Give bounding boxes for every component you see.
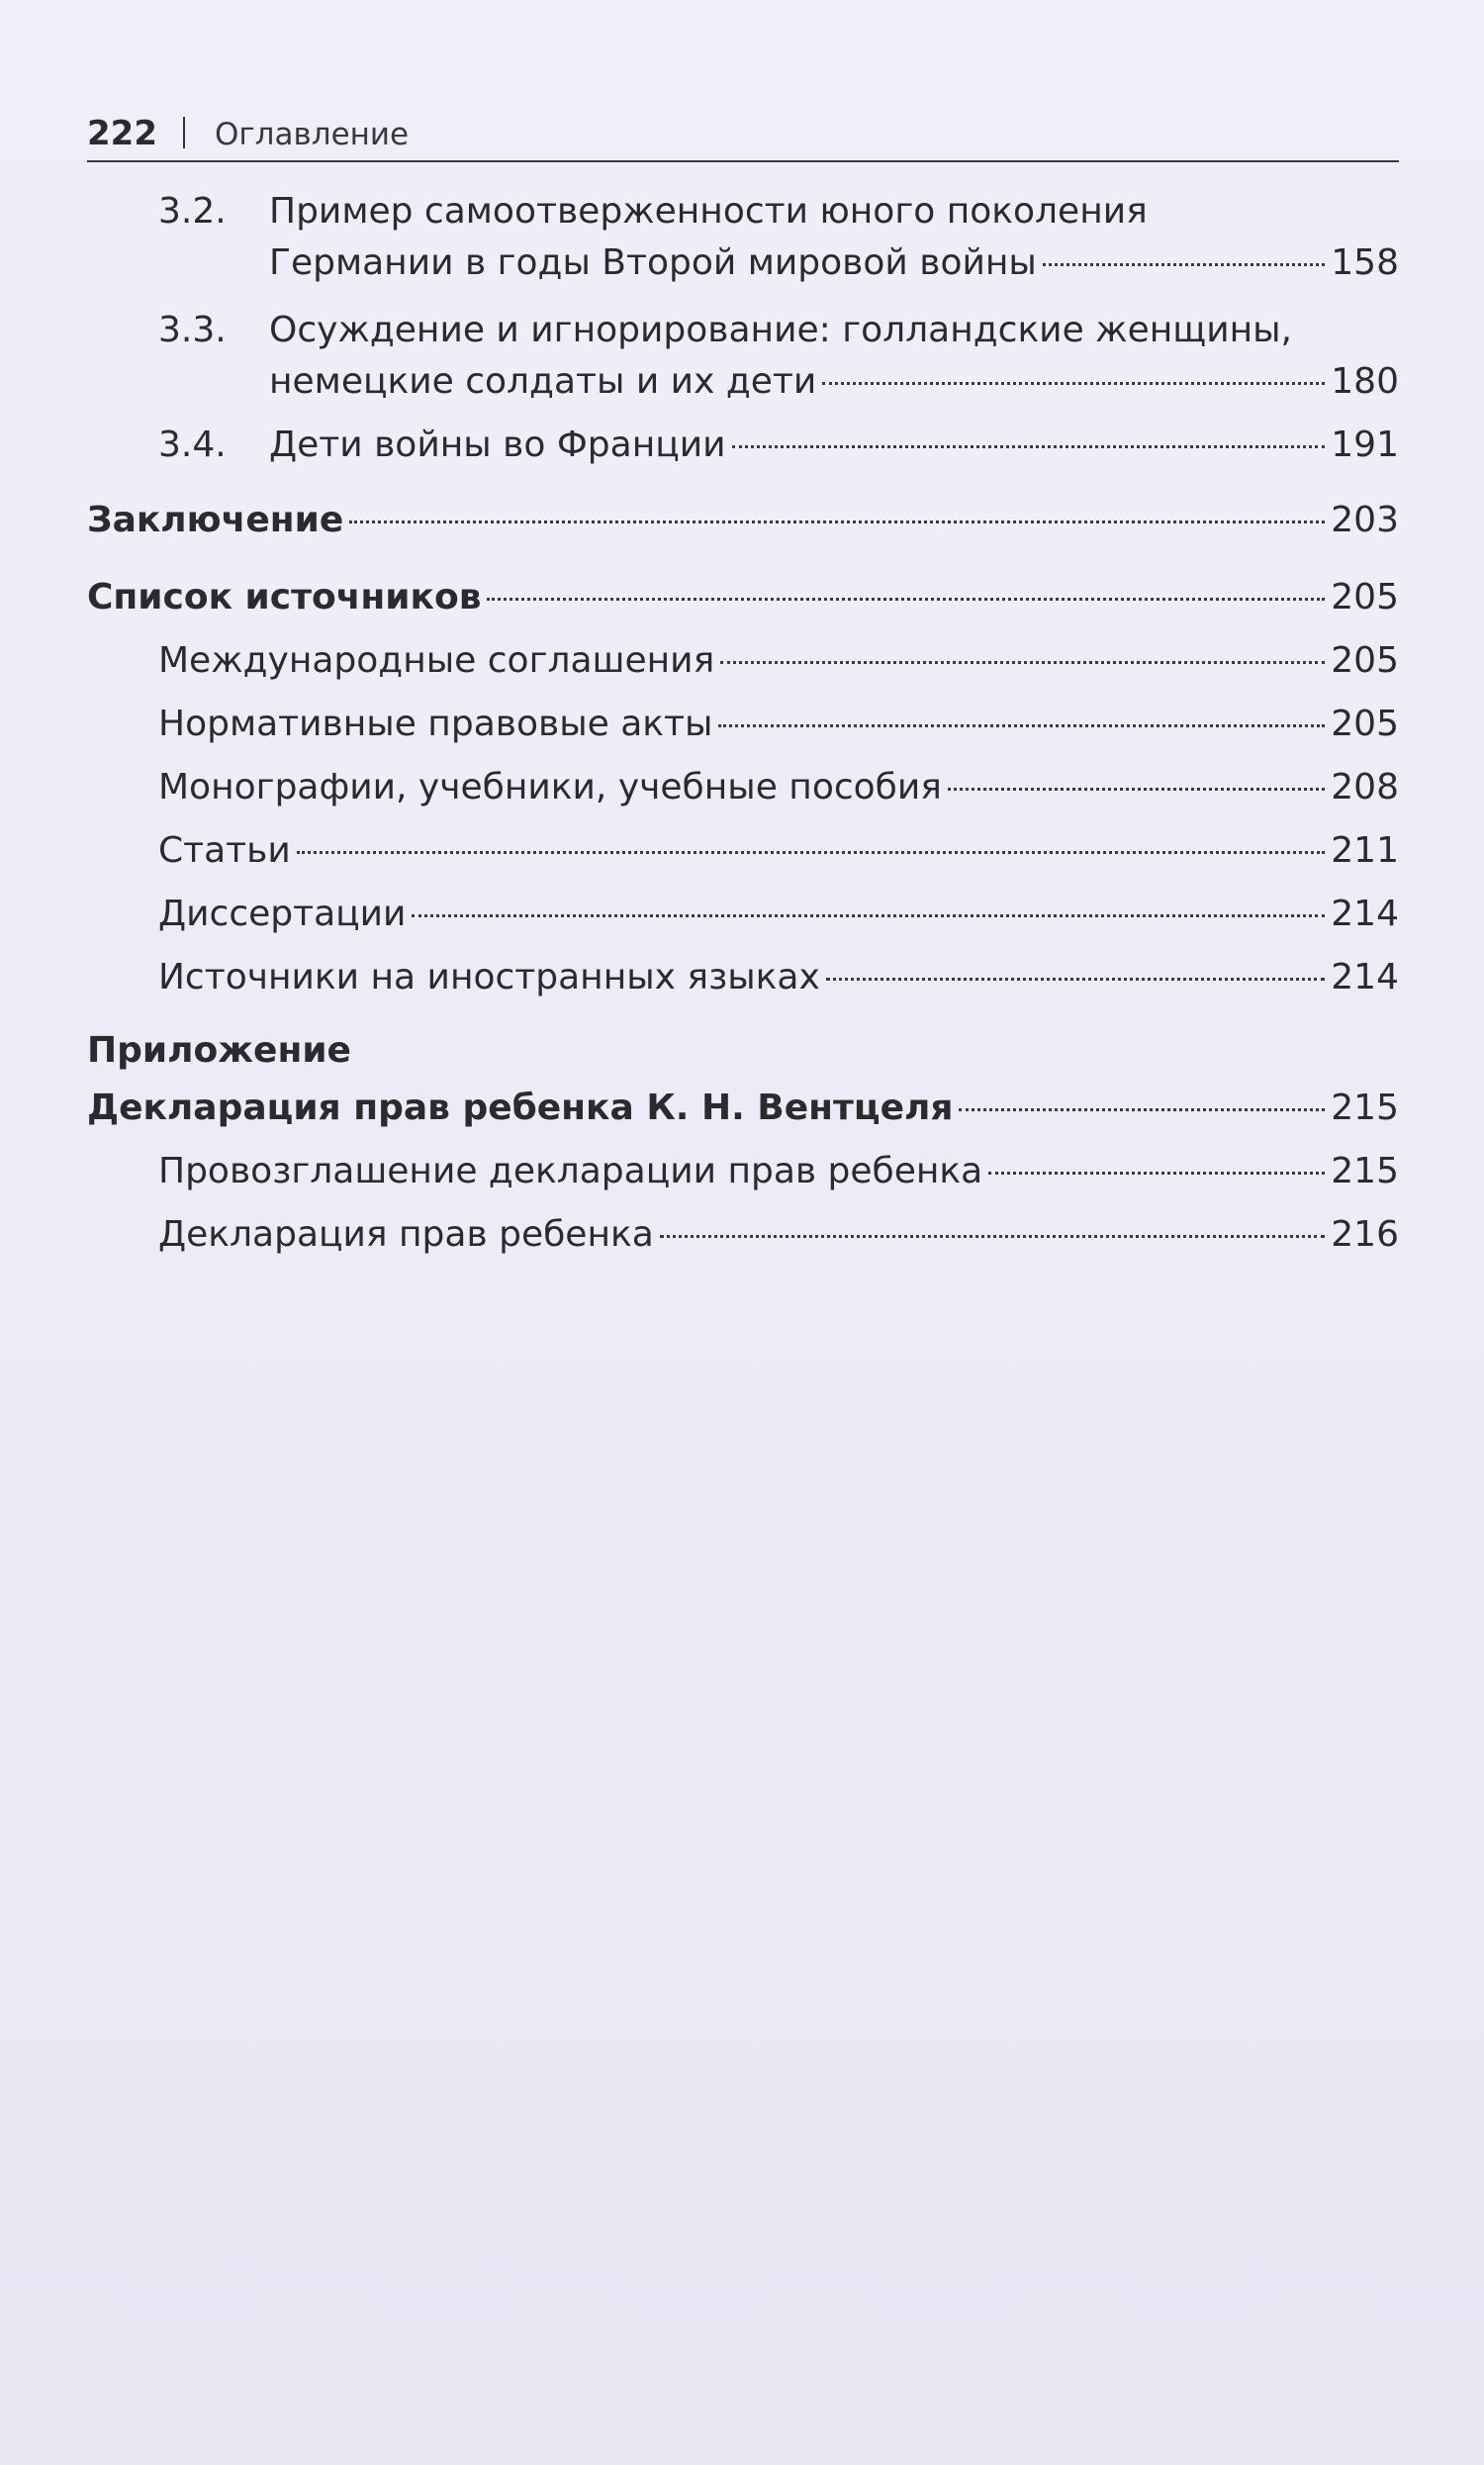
toc-entry-title: Провозглашение декларации прав ребенка [158,1151,983,1191]
dot-leader [412,914,1325,917]
toc-entry-page: 180 [1331,361,1399,402]
dot-leader [720,661,1325,664]
toc-entry-page: 214 [1331,957,1399,997]
toc-entry-page: 214 [1331,894,1399,934]
toc-entry-title: Декларация прав ребенка [158,1214,654,1255]
toc-entry-sources [87,572,1399,623]
toc-entry-foreign-sources [87,952,1399,1003]
toc-entry-page: 215 [1331,1151,1399,1191]
toc-entry-conclusion [87,495,1399,546]
toc-entry-page: 191 [1331,425,1399,465]
dot-leader [297,851,1326,854]
dot-leader [660,1235,1325,1238]
toc-entry-title: Приложение [87,1030,351,1071]
toc-entry-page: 215 [1331,1088,1399,1128]
header-divider [183,117,185,148]
toc-entry-number: 3.4. [158,425,227,465]
dot-leader [487,598,1325,601]
toc-entry-3-4 [87,420,1399,471]
toc-entry-title-line: Осуждение и игнорирование: голландские женщины, [269,310,1292,350]
toc-entry-page: 158 [1331,242,1399,283]
toc-entry-page: 205 [1331,577,1399,617]
toc-entry-normative-acts [87,699,1399,750]
toc-entry-title: Декларация прав ребенка К. Н. Вентцеля [87,1088,954,1128]
toc-entry-title: Заключение [87,500,344,540]
toc-entry-page: 205 [1331,640,1399,681]
dot-leader [732,445,1326,448]
dot-leader [959,1108,1325,1111]
toc-entry-title: Международные соглашения [158,640,715,681]
toc-entry-title-line: Германии в годы Второй мировой войны [269,242,1037,283]
running-header [87,111,1399,162]
toc-entry-title-line: немецкие солдаты и их дети [269,361,817,402]
dot-leader [349,521,1325,523]
toc-entry-page: 211 [1331,830,1399,871]
toc-entry-page: 208 [1331,767,1399,807]
toc-entry-international-agreements [87,635,1399,687]
dot-leader [826,978,1326,981]
page-number: 222 [87,114,157,153]
toc-entry-title: Список источников [87,577,482,617]
toc-entry-title: Дети войны во Франции [269,425,726,465]
toc-entry-number: 3.3. [158,310,227,350]
dot-leader [718,724,1325,727]
toc-entry-title: Монографии, учебники, учебные пособия [158,767,942,807]
toc-entry-page: 203 [1331,500,1399,540]
dot-leader [988,1172,1325,1175]
toc-entry-declaration [87,1083,1399,1134]
dot-leader [948,788,1325,791]
toc-entry-appendix [87,1025,1399,1077]
toc-entry-title-line: Пример самоотверженности юного поколения [269,191,1148,232]
toc-entry-dissertations [87,889,1399,940]
toc-entry-monographs [87,762,1399,813]
toc-entry-declaration-text [87,1209,1399,1261]
toc-entry-proclamation [87,1146,1399,1197]
dot-leader [822,382,1325,385]
toc-entry-title: Нормативные правовые акты [158,704,713,744]
table-of-contents [87,186,1399,1261]
toc-entry-page: 216 [1331,1214,1399,1255]
dot-leader [1043,263,1325,266]
toc-entry-number: 3.2. [158,191,227,232]
header-title: Оглавление [214,117,410,152]
toc-entry-articles [87,825,1399,877]
toc-entry-title: Статьи [158,830,291,871]
toc-entry-page: 205 [1331,704,1399,744]
toc-entry-3-2 [87,186,1399,289]
toc-entry-3-3 [87,305,1399,408]
toc-entry-title: Диссертации [158,894,407,934]
toc-entry-title: Источники на иностранных языках [158,957,820,997]
